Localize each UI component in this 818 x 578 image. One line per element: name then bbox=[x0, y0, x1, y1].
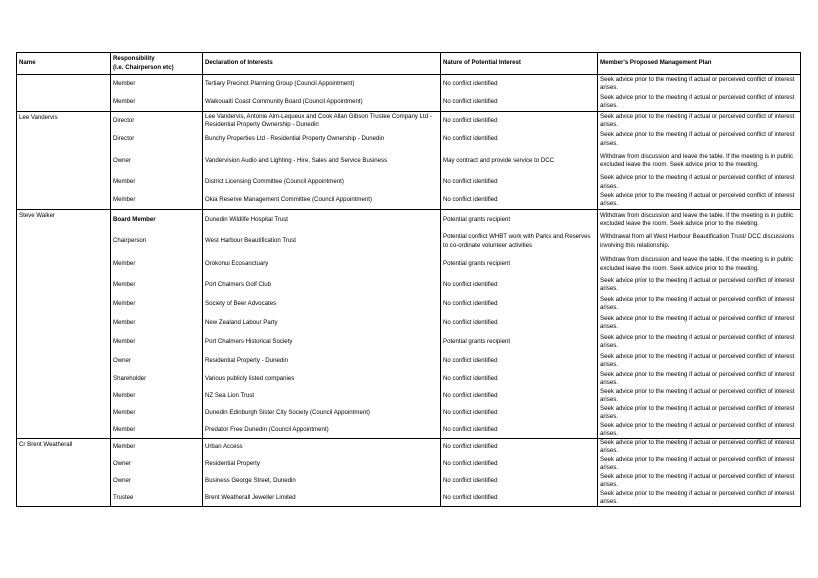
table-row bbox=[17, 210, 801, 230]
responsibility-cell: Board Member bbox=[111, 210, 203, 230]
nature-cell: No conflict identified bbox=[441, 94, 598, 112]
member-name-cell bbox=[17, 192, 111, 210]
header-row bbox=[17, 53, 801, 75]
table-row bbox=[17, 75, 801, 94]
responsibility-cell: Owner bbox=[111, 352, 203, 371]
nature-cell: Potential conflict WHBT work with Parks and Reserves to co-ordinate volunteer activities bbox=[441, 230, 598, 254]
header-plan: Member's Proposed Management Plan bbox=[598, 53, 801, 75]
responsibility-cell: Member bbox=[111, 254, 203, 276]
management-plan-cell: Seek advice prior to the meeting if actual or perceived conflict of interest arises. bbox=[598, 192, 801, 210]
member-name-cell bbox=[17, 422, 111, 439]
responsibility-cell: Member bbox=[111, 295, 203, 314]
table-row bbox=[17, 112, 801, 131]
nature-cell: No conflict identified bbox=[441, 192, 598, 210]
nature-cell: No conflict identified bbox=[441, 131, 598, 149]
declaration-cell: Orokonui Ecosanctuary bbox=[203, 254, 441, 276]
management-plan-cell: Seek advice prior to the meeting if actual or perceived conflict of interest arises. bbox=[598, 422, 801, 439]
nature-cell: No conflict identified bbox=[441, 473, 598, 490]
nature-cell: No conflict identified bbox=[441, 422, 598, 439]
management-plan-cell: Seek advice prior to the meeting if actual or perceived conflict of interest arises. bbox=[598, 490, 801, 507]
table-row bbox=[17, 192, 801, 210]
table-row bbox=[17, 490, 801, 507]
declaration-cell: Tertiary Precinct Planning Group (Council Appointment) bbox=[203, 75, 441, 94]
responsibility-cell: Owner bbox=[111, 456, 203, 473]
header-responsibility-line1: Responsibility bbox=[113, 55, 155, 63]
declaration-cell: District Licensing Committee (Council Appointment) bbox=[203, 174, 441, 192]
table-row bbox=[17, 405, 801, 422]
nature-cell: Potential grants recipient bbox=[441, 254, 598, 276]
responsibility-cell: Director bbox=[111, 112, 203, 131]
member-name-cell bbox=[17, 473, 111, 490]
member-name-cell bbox=[17, 371, 111, 388]
nature-cell: No conflict identified bbox=[441, 174, 598, 192]
declaration-cell: Okia Reserve Management Committee (Council Appointment) bbox=[203, 192, 441, 210]
responsibility-cell: Member bbox=[111, 333, 203, 352]
member-name-cell bbox=[17, 149, 111, 174]
responsibility-cell: Member bbox=[111, 405, 203, 422]
member-name-cell bbox=[17, 314, 111, 333]
management-plan-cell: Seek advice prior to the meeting if actual or perceived conflict of interest arises. bbox=[598, 333, 801, 352]
table-row bbox=[17, 131, 801, 149]
header-nature: Nature of Potential Interest bbox=[441, 53, 598, 75]
declaration-cell: Port Chalmers Golf Club bbox=[203, 276, 441, 295]
nature-cell: No conflict identified bbox=[441, 276, 598, 295]
nature-cell: No conflict identified bbox=[441, 405, 598, 422]
declaration-cell: Urban Access bbox=[203, 439, 441, 456]
responsibility-cell: Member bbox=[111, 388, 203, 405]
nature-cell: No conflict identified bbox=[441, 439, 598, 456]
responsibility-cell: Shareholder bbox=[111, 371, 203, 388]
responsibility-cell: Member bbox=[111, 276, 203, 295]
responsibility-cell: Member bbox=[111, 314, 203, 333]
table-row bbox=[17, 314, 801, 333]
responsibility-cell: Member bbox=[111, 75, 203, 94]
member-name-cell bbox=[17, 75, 111, 94]
nature-cell: No conflict identified bbox=[441, 456, 598, 473]
member-name-cell: Cr Brent Weatherall bbox=[17, 439, 111, 456]
member-name-cell bbox=[17, 333, 111, 352]
responsibility-cell: Director bbox=[111, 131, 203, 149]
member-name-cell bbox=[17, 174, 111, 192]
declaration-of-interests-table bbox=[16, 52, 801, 507]
table-row bbox=[17, 149, 801, 174]
declaration-cell: Dunedin Edinburgh Sister City Society (Council Appointment) bbox=[203, 405, 441, 422]
table-row bbox=[17, 295, 801, 314]
responsibility-cell: Member bbox=[111, 422, 203, 439]
declaration-cell: Society of Beer Advocates bbox=[203, 295, 441, 314]
management-plan-cell: Seek advice prior to the meeting if actual or perceived conflict of interest arises. bbox=[598, 473, 801, 490]
table-row bbox=[17, 422, 801, 439]
table-row bbox=[17, 230, 801, 254]
header-declaration: Declaration of Interests bbox=[203, 53, 441, 75]
table-row bbox=[17, 371, 801, 388]
declaration-cell: Brent Weatherall Jeweller Limited bbox=[203, 490, 441, 507]
declaration-cell: Vandervision Audio and Lighting - Hire, Sales and Service Business bbox=[203, 149, 441, 174]
nature-cell: Potential grants recipient bbox=[441, 210, 598, 230]
nature-cell: May contract and provide service to DCC bbox=[441, 149, 598, 174]
declaration-cell: Various publicly listed companies bbox=[203, 371, 441, 388]
management-plan-cell: Seek advice prior to the meeting if actual or perceived conflict of interest arises. bbox=[598, 388, 801, 405]
declaration-cell: Business George Street, Dunedin bbox=[203, 473, 441, 490]
table-row bbox=[17, 254, 801, 276]
nature-cell: No conflict identified bbox=[441, 314, 598, 333]
responsibility-cell: Trustee bbox=[111, 490, 203, 507]
table-row bbox=[17, 94, 801, 112]
table-row bbox=[17, 388, 801, 405]
management-plan-cell: Seek advice prior to the meeting if actual or perceived conflict of interest arises. bbox=[598, 439, 801, 456]
management-plan-cell: Seek advice prior to the meeting if actual or perceived conflict of interest arises. bbox=[598, 405, 801, 422]
responsibility-cell: Member bbox=[111, 94, 203, 112]
member-name-cell bbox=[17, 295, 111, 314]
declaration-cell: New Zealand Labour Party bbox=[203, 314, 441, 333]
management-plan-cell: Seek advice prior to the meeting if actual or perceived conflict of interest arises. bbox=[598, 456, 801, 473]
responsibility-cell: Member bbox=[111, 439, 203, 456]
table-body bbox=[17, 75, 801, 507]
table-header bbox=[17, 53, 801, 75]
header-responsibility-line2: (i.e. Chairperson etc) bbox=[113, 63, 174, 71]
declaration-cell: West Harbour Beautification Trust bbox=[203, 230, 441, 254]
header-name: Name bbox=[17, 53, 111, 75]
management-plan-cell: Withdrawal from all West Harbour Beautification Trust/ DCC discussions involving this relationship. bbox=[598, 230, 801, 254]
declaration-cell: Residential Property - Dunedin bbox=[203, 352, 441, 371]
management-plan-cell: Seek advice prior to the meeting if actual or perceived conflict of interest arises. bbox=[598, 112, 801, 131]
member-name-cell bbox=[17, 94, 111, 112]
member-name-cell bbox=[17, 230, 111, 254]
nature-cell: No conflict identified bbox=[441, 371, 598, 388]
nature-cell: No conflict identified bbox=[441, 490, 598, 507]
management-plan-cell: Withdraw from discussion and leave the table. If the meeting is in public excluded leave the room. Seek advice prior to the meeting. bbox=[598, 149, 801, 174]
table-row bbox=[17, 174, 801, 192]
nature-cell: No conflict identified bbox=[441, 295, 598, 314]
declaration-cell: Residential Property bbox=[203, 456, 441, 473]
nature-cell: No conflict identified bbox=[441, 112, 598, 131]
management-plan-cell: Seek advice prior to the meeting if actual or perceived conflict of interest arises. bbox=[598, 94, 801, 112]
member-name-cell bbox=[17, 405, 111, 422]
responsibility-cell: Owner bbox=[111, 473, 203, 490]
management-plan-cell: Seek advice prior to the meeting if actual or perceived conflict of interest arises. bbox=[598, 276, 801, 295]
responsibility-cell: Owner bbox=[111, 149, 203, 174]
register-page bbox=[16, 52, 800, 507]
table-row bbox=[17, 473, 801, 490]
nature-cell: No conflict identified bbox=[441, 75, 598, 94]
table-row bbox=[17, 456, 801, 473]
member-name-cell: Steve Walker bbox=[17, 210, 111, 230]
management-plan-cell: Withdraw from discussion and leave the table. If the meeting is in public excluded leave the room. Seek advice prior to the meeting. bbox=[598, 254, 801, 276]
responsibility-cell: Chairperson bbox=[111, 230, 203, 254]
table-row bbox=[17, 276, 801, 295]
management-plan-cell: Seek advice prior to the meeting if actual or perceived conflict of interest arises. bbox=[598, 314, 801, 333]
member-name-cell bbox=[17, 131, 111, 149]
nature-cell: No conflict identified bbox=[441, 388, 598, 405]
declaration-cell: Dunedin Wildlife Hospital Trust bbox=[203, 210, 441, 230]
member-name-cell bbox=[17, 490, 111, 507]
declaration-cell: Bunchy Properties Ltd - Residential Property Ownership - Dunedin bbox=[203, 131, 441, 149]
member-name-cell bbox=[17, 254, 111, 276]
table-row bbox=[17, 439, 801, 456]
nature-cell: No conflict identified bbox=[441, 352, 598, 371]
declaration-cell: Lee Vandervis, Antonie Alm-Lequeux and Cook Allan Gibson Trustee Company Ltd - Residential Property Ownership - Dunedin bbox=[203, 112, 441, 131]
header-responsibility bbox=[111, 53, 203, 75]
member-name-cell bbox=[17, 456, 111, 473]
management-plan-cell: Seek advice prior to the meeting if actual or perceived conflict of interest arises. bbox=[598, 75, 801, 94]
management-plan-cell: Seek advice prior to the meeting if actual or perceived conflict of interest arises. bbox=[598, 371, 801, 388]
responsibility-cell: Member bbox=[111, 192, 203, 210]
member-name-cell bbox=[17, 276, 111, 295]
declaration-cell: Port Chalmers Historical Society bbox=[203, 333, 441, 352]
table-row bbox=[17, 352, 801, 371]
declaration-cell: NZ Sea Lion Trust bbox=[203, 388, 441, 405]
member-name-cell bbox=[17, 388, 111, 405]
management-plan-cell: Seek advice prior to the meeting if actual or perceived conflict of interest arises. bbox=[598, 295, 801, 314]
management-plan-cell: Seek advice prior to the meeting if actual or perceived conflict of interest arises. bbox=[598, 352, 801, 371]
declaration-cell: Waikouaiti Coast Community Board (Council Appointment) bbox=[203, 94, 441, 112]
declaration-cell: Predator Free Dunedin (Council Appointment) bbox=[203, 422, 441, 439]
management-plan-cell: Withdraw from discussion and leave the table. If the meeting is in public excluded leave the room. Seek advice prior to the meeting. bbox=[598, 210, 801, 230]
member-name-cell bbox=[17, 352, 111, 371]
table-row bbox=[17, 333, 801, 352]
management-plan-cell: Seek advice prior to the meeting if actual or perceived conflict of interest arises. bbox=[598, 174, 801, 192]
responsibility-cell: Member bbox=[111, 174, 203, 192]
member-name-cell: Lee Vandervis bbox=[17, 112, 111, 131]
management-plan-cell: Seek advice prior to the meeting if actual or perceived conflict of interest arises. bbox=[598, 131, 801, 149]
nature-cell: Potential grants recipient bbox=[441, 333, 598, 352]
